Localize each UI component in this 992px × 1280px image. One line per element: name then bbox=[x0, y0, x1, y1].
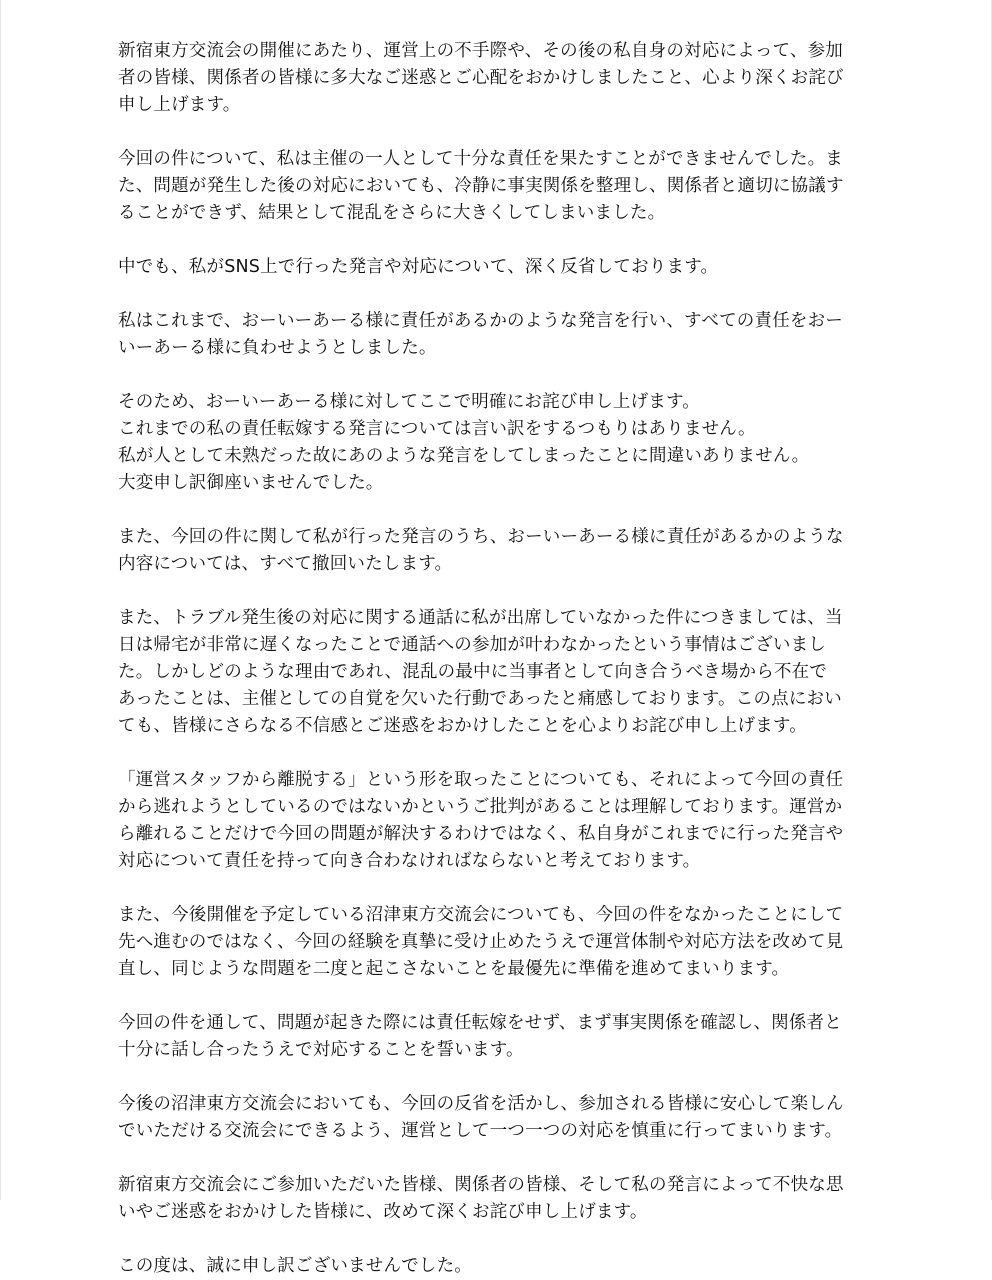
paragraph bbox=[118, 1091, 878, 1145]
text-line: 新宿東方交流会にご参加いただいた皆様、関係者の皆様、そして私の発言によって不快な思 bbox=[118, 1175, 844, 1195]
text-line: そのため、おーいーあーる様に対してここで明確にお詫び申し上げます。 bbox=[118, 392, 700, 412]
paragraph bbox=[118, 254, 878, 281]
text-line: 対応について責任を持って向き合わなければならないと考えております。 bbox=[118, 851, 701, 871]
document-body bbox=[118, 38, 878, 1280]
text-line: また、今回の件に関して私が行った発言のうち、おーいーあーる様に責任があるかのような bbox=[118, 527, 844, 547]
text-line: 今後の沼津東方交流会においても、今回の反省を活かし、参加される皆様に安心して楽しん bbox=[118, 1094, 844, 1114]
text-line: 新宿東方交流会の開催にあたり、運営上の不手際や、その後の私自身の対応によって、参加 bbox=[118, 41, 843, 61]
text-line: 先へ進むのではなく、今回の経験を真摯に受け止めたうえで運営体制や対応方法を改めて見 bbox=[118, 932, 844, 952]
paragraph bbox=[118, 38, 878, 119]
text-line: でいただける交流会にできるよう、運営として一つ一つの対応を慎重に行ってまいります。 bbox=[118, 1121, 843, 1141]
text-line: ら離れることだけで今回の問題が解決するわけではなく、私自身がこれまでに行った発言や bbox=[118, 824, 844, 844]
text-line: から逃れようとしているのではないかというご批判があることは理解しております。運営か bbox=[118, 797, 843, 817]
text-line: 中でも、私がSNS上で行った発言や対応について、深く反省しております。 bbox=[118, 257, 719, 277]
text-line: また、トラブル発生後の対応に関する通話に私が出席していなかった件につきましては、当 bbox=[118, 608, 843, 628]
text-line: あったことは、主催としての自覚を欠いた行動であったと痛感しております。この点におい bbox=[118, 689, 842, 709]
paragraph bbox=[118, 146, 878, 227]
text-line: た。しかしどのような理由であれ、混乱の最中に当事者として向き合うべき場から不在で bbox=[118, 662, 828, 682]
text-line: 私が人として未熟だった故にあのような発言をしてしまったことに間違いありません。 bbox=[118, 446, 810, 466]
paragraph bbox=[118, 308, 878, 362]
text-line: 十分に話し合ったうえで対応することを誓います。 bbox=[118, 1040, 524, 1060]
text-line: いやご迷惑をおかけした皆様に、改めて深くお詫び申し上げます。 bbox=[118, 1202, 648, 1222]
text-line: ることができず、結果として混乱をさらに大きくしてしまいました。 bbox=[118, 203, 666, 223]
text-line: いーあーる様に負わせようとしました。 bbox=[118, 338, 437, 358]
text-line: この度は、誠に申し訳ございませんでした。 bbox=[118, 1256, 472, 1276]
text-line: 私はこれまで、おーいーあーる様に責任があるかのような発言を行い、すべての責任をおー bbox=[118, 311, 843, 331]
text-line: ても、皆様にさらなる不信感とご迷惑をおかけしたことを心よりお詫び申し上げます。 bbox=[118, 716, 807, 736]
paragraph bbox=[118, 605, 878, 740]
paragraph bbox=[118, 1172, 878, 1226]
text-line: 日は帰宅が非常に遅くなったことで通話への参加が叶わなかったという事情はございまし bbox=[118, 635, 826, 655]
apology-document bbox=[118, 38, 878, 1280]
page-edge-left bbox=[0, 0, 1, 1200]
text-line: 「運営スタッフから離脱する」という形を取ったことについても、それによって今回の責任 bbox=[118, 770, 844, 790]
text-line: また、今後開催を予定している沼津東方交流会についても、今回の件をなかったことにして bbox=[118, 905, 844, 925]
text-line: 申し上げます。 bbox=[118, 95, 241, 115]
paragraph bbox=[118, 1010, 878, 1064]
text-line: 今回の件について、私は主催の一人として十分な責任を果たすことができませんでした。ま bbox=[118, 149, 843, 169]
text-line: 大変申し訳御座いませんでした。 bbox=[118, 473, 384, 493]
text-line: 者の皆様、関係者の皆様に多大なご迷惑とご心配をおかけしましたこと、心より深くお詫び bbox=[118, 68, 844, 88]
paragraph bbox=[118, 389, 878, 497]
text-line: 直し、同じような問題を二度と起こさないことを最優先に準備を進めてまいります。 bbox=[118, 959, 790, 979]
text-line: これまでの私の責任転嫁する発言については言い訳をするつもりはありません。 bbox=[118, 419, 756, 439]
paragraph bbox=[118, 1253, 878, 1280]
text-line: 内容については、すべて撤回いたします。 bbox=[118, 554, 453, 574]
text-line: 今回の件を通して、問題が起きた際には責任転嫁をせず、まず事実関係を確認し、関係者と bbox=[118, 1013, 842, 1033]
text-line: た、問題が発生した後の対応においても、冷静に事実関係を整理し、関係者と適切に協議す bbox=[118, 176, 844, 196]
paragraph bbox=[118, 902, 878, 983]
paragraph bbox=[118, 524, 878, 578]
paragraph bbox=[118, 767, 878, 875]
